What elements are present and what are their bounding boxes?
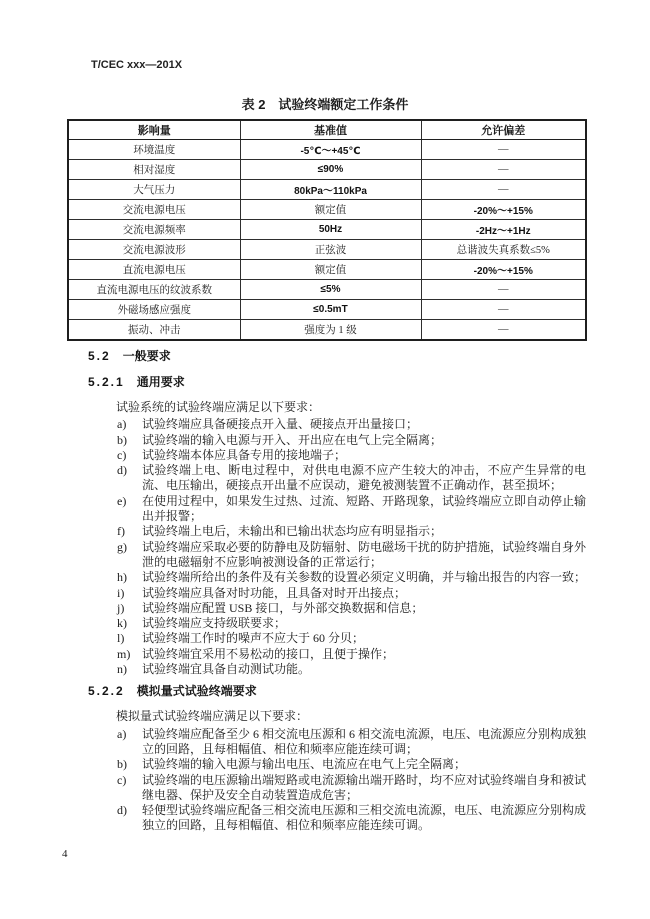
requirements-list-5-2-1 [117, 417, 586, 677]
list-item [117, 803, 586, 834]
table-cell: ≤0.5mT [240, 300, 421, 320]
table-row [68, 220, 586, 240]
table-cell: -5℃～+45℃ [240, 140, 421, 160]
table-row [68, 280, 586, 300]
table-cell: 80kPa～110kPa [240, 180, 421, 200]
table-cell: -2Hz～+1Hz [421, 220, 586, 240]
table-cell: 额定值 [240, 260, 421, 280]
table-header-cell: 影响量 [68, 120, 240, 140]
list-item [117, 727, 586, 758]
list-item-text: 试验终端工作时的噪声不应大于 60 分贝； [142, 631, 365, 646]
list-item [117, 433, 586, 448]
list-item-text: 试验终端应采取必要的防静电及防辐射、防电磁场干扰的防护措施，试验终端自身外泄的电磁辐射不应影响被测设备的正常运行； [142, 539, 587, 569]
table-cell: 额定值 [240, 200, 421, 220]
table-cell: 交流电源电压 [68, 200, 240, 220]
list-item-letter: i) [117, 585, 125, 600]
page-number: 4 [62, 848, 68, 860]
list-item-text: 试验终端宜具备自动测试功能。 [142, 662, 311, 677]
list-item-letter: d) [117, 803, 127, 818]
table-row [68, 240, 586, 260]
section-number: 5.2.2 [88, 684, 125, 699]
table-cell: 相对湿度 [68, 160, 240, 180]
list-item [117, 662, 586, 677]
list-item-letter: h) [117, 570, 127, 585]
section-number: 5.2 [88, 349, 111, 363]
table-cell: — [421, 300, 586, 320]
table-row [68, 180, 586, 200]
list-item-letter: n) [117, 662, 127, 677]
list-item-letter: d) [117, 463, 127, 478]
list-item [117, 524, 586, 539]
list-item-letter: e) [117, 493, 127, 508]
table-cell: — [421, 320, 586, 340]
table-cell: 交流电源频率 [68, 220, 240, 240]
list-item-letter: g) [117, 539, 127, 554]
table-cell: — [421, 180, 586, 200]
section-intro: 试验系统的试验终端应满足以下要求： [116, 400, 321, 414]
list-item [117, 601, 586, 616]
list-item [117, 757, 586, 772]
list-item-text: 试验终端上电后，未输出和已输出状态均应有明显指示； [142, 524, 443, 539]
table-cell: 外磁场感应强度 [68, 300, 240, 320]
list-item [117, 540, 586, 571]
list-item-letter: l) [117, 631, 125, 646]
list-item [117, 417, 586, 432]
table-cell: 环境温度 [68, 140, 240, 160]
section-number: 5.2.1 [88, 375, 125, 389]
table-header-row [68, 120, 586, 140]
list-item-text: 试验终端应具备硬接点开入量、硬接点开出量接口； [142, 417, 419, 432]
list-item-text: 试验终端应具备对时功能，且具备对时开出接点； [142, 585, 407, 600]
table-cell: ≤5% [240, 280, 421, 300]
section-title: 一般要求 [122, 349, 171, 363]
table-row [68, 320, 586, 340]
list-item-text: 试验终端宜采用不易松动的接口，且便于操作； [142, 646, 395, 661]
table-cell: — [421, 140, 586, 160]
table-cell: 直流电源电压 [68, 260, 240, 280]
list-item-text: 试验终端所给出的条件及有关参数的设置必须定义明确，并与输出报告的内容一致； [142, 570, 587, 585]
table-cell: ≤90% [240, 160, 421, 180]
section-title: 通用要求 [136, 375, 185, 389]
table-cell: 直流电源电压的纹波系数 [68, 280, 240, 300]
list-item-text: 试验终端的输入电源与开入、开出应在电气上完全隔离； [142, 432, 443, 447]
table-row [68, 160, 586, 180]
section-heading-5-2 [88, 348, 585, 364]
list-item-letter: m) [117, 646, 131, 661]
requirements-list-5-2-2 [117, 727, 586, 834]
table-caption: 表 2 试验终端额定工作条件 [241, 97, 409, 112]
list-item [117, 494, 586, 525]
section-title: 模拟量式试验终端要求 [136, 684, 257, 699]
table-cell: 振动、冲击 [68, 320, 240, 340]
section-intro: 模拟量式试验终端应满足以下要求： [116, 709, 309, 724]
list-item [117, 773, 586, 804]
list-item-letter: a) [117, 417, 127, 432]
table-row [68, 260, 586, 280]
table-cell: -20%～+15% [421, 200, 586, 220]
list-item-text: 试验终端应配备至少 6 相交流电压源和 6 相交流电流源，电压、电流源应分别构成独立的回路，且每相幅值、相位和频率应能连续可调； [142, 726, 587, 756]
table-cell: 正弦波 [240, 240, 421, 260]
list-item-letter: k) [117, 616, 127, 631]
list-item-letter: b) [117, 432, 127, 447]
table-row [68, 200, 586, 220]
table-cell: 大气压力 [68, 180, 240, 200]
list-item-letter: b) [117, 757, 127, 772]
document-body [0, 341, 650, 834]
rated-conditions-table [67, 119, 587, 341]
table-row [68, 140, 586, 160]
list-item [117, 586, 586, 601]
list-item-letter: j) [117, 600, 125, 615]
table-cell: 交流电源波形 [68, 240, 240, 260]
table-cell: — [421, 160, 586, 180]
section-heading-5-2-1 [88, 374, 585, 390]
list-item [117, 448, 586, 463]
list-item-text: 在使用过程中，如果发生过热、过流、短路、开路现象，试验终端应立即自动停止输出并报警； [142, 493, 587, 524]
list-item-text: 试验终端的电压源输出端短路或电流源输出端开路时，均不应对试验终端自身和被试继电器、保护及安全自动装置造成危害； [142, 772, 587, 802]
list-item [117, 463, 586, 494]
table-row [68, 300, 586, 320]
list-item [117, 616, 586, 631]
list-item-text: 试验终端应支持级联要求； [142, 616, 287, 631]
list-item-text: 试验终端本体应具备专用的接地端子； [142, 447, 347, 462]
list-item [117, 631, 586, 646]
list-item-text: 试验终端上电、断电过程中，对供电电源不应产生较大的冲击，不应产生异常的电流、电压输出，硬接点开出量不应误动，避免被测装置不正确动作，甚至损坏； [142, 463, 586, 493]
table-cell: -20%～+15% [421, 260, 586, 280]
list-item-text: 试验终端的输入电源与输出电压、电流应在电气上完全隔离； [142, 757, 467, 772]
list-item-text: 轻便型试验终端应配备三相交流电压源和三相交流电流源，电压、电流源应分别构成独立的回路，且每相幅值、相位和频率应能连续可调。 [142, 803, 587, 833]
list-item-letter: f) [117, 524, 125, 539]
list-item [117, 647, 586, 662]
table-header-cell: 基准值 [240, 120, 421, 140]
table-cell: 总谐波失真系数≤5% [421, 240, 586, 260]
table-cell: 强度为 1 级 [240, 320, 421, 340]
list-item [117, 570, 586, 585]
table-cell: — [421, 280, 586, 300]
table-header-cell: 允许偏差 [421, 120, 586, 140]
section-heading-5-2-2 [88, 683, 585, 699]
doc-code: T/CEC xxx—201X [91, 59, 183, 71]
list-item-letter: c) [117, 772, 127, 787]
list-item-letter: a) [117, 726, 127, 741]
table-cell: 50Hz [240, 220, 421, 240]
list-item-text: 试验终端应配置 USB 接口，与外部交换数据和信息； [142, 600, 424, 615]
list-item-letter: c) [117, 447, 127, 462]
